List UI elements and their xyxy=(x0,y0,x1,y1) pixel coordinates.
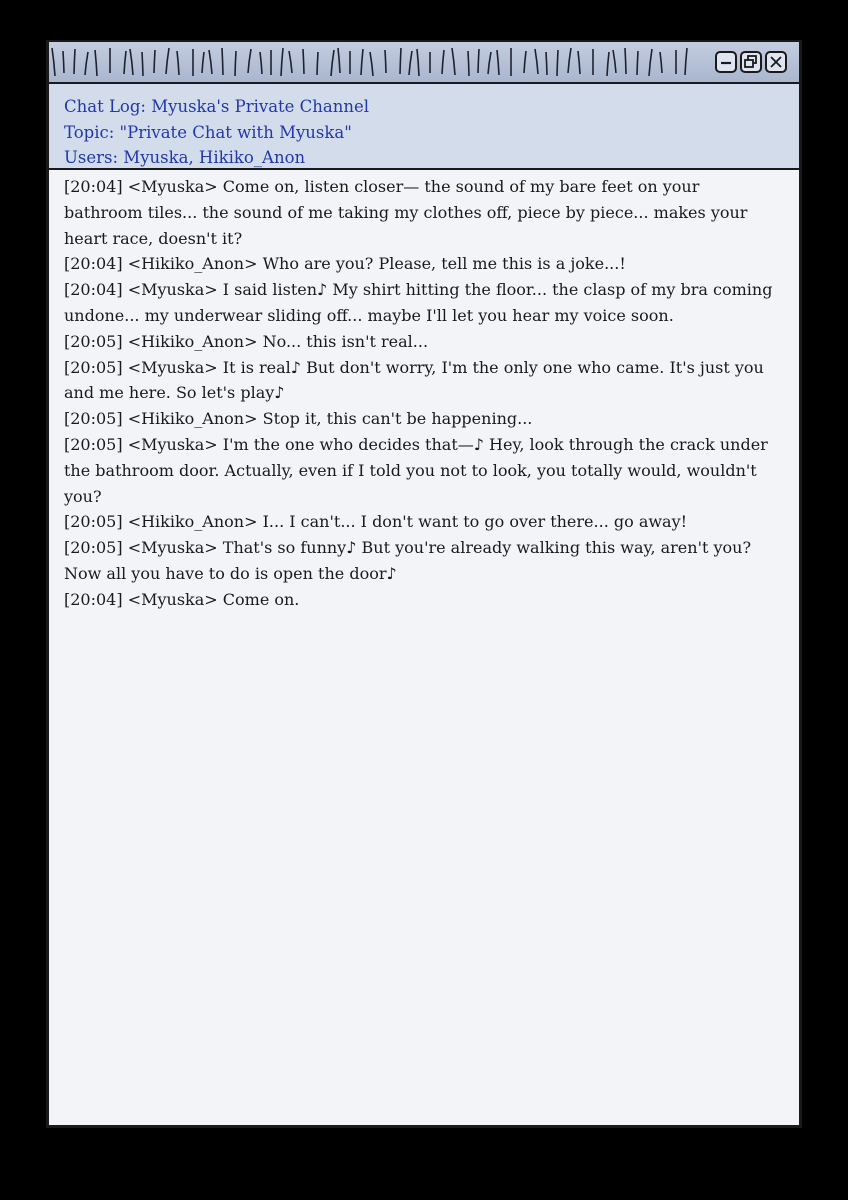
message-timestamp: [20:04] xyxy=(64,177,123,196)
hatch-stroke xyxy=(417,49,419,76)
message-text: That's so funny♪ But you're already walking this way, aren't you? Now all you have to do is open the door♪ xyxy=(64,538,752,583)
hatch-stroke xyxy=(142,52,143,76)
title-bar-hatching xyxy=(49,42,699,84)
window-controls xyxy=(715,51,787,73)
hatch-stroke xyxy=(281,48,283,76)
hatch-stroke xyxy=(202,52,204,73)
hatch-stroke xyxy=(303,49,304,74)
message-timestamp: [20:04] xyxy=(64,280,123,300)
hatch-stroke xyxy=(385,50,386,73)
hatch-stroke xyxy=(578,51,580,74)
message-text: Come on, listen closer— the sound of my bare feet on your bathroom tiles... the sound of me taking my clothes off, piece by piece... makes your heart race, doesn't it? xyxy=(64,177,748,248)
chat-message xyxy=(64,406,779,432)
message-text: Come on. xyxy=(222,589,300,609)
hatch-stroke xyxy=(409,51,412,75)
hatch-stroke xyxy=(400,48,401,74)
hatch-stroke xyxy=(524,51,526,73)
chat-window xyxy=(46,40,802,1128)
hatch-stroke xyxy=(338,48,340,73)
hatch-stroke xyxy=(317,52,318,75)
restore-icon xyxy=(742,53,760,71)
hatch-stroke xyxy=(452,48,455,75)
message-timestamp: [20:04] xyxy=(64,254,123,274)
hatch-stroke xyxy=(613,50,616,73)
chat-message xyxy=(64,587,779,613)
message-username: <Myuska> xyxy=(127,177,218,196)
chat-message xyxy=(64,355,779,407)
hatch-stroke xyxy=(557,50,558,76)
chat-message xyxy=(64,251,779,277)
hatch-stroke xyxy=(361,49,363,75)
close-icon xyxy=(767,53,785,71)
hatch-stroke xyxy=(52,48,55,76)
hatch-stroke xyxy=(370,52,373,76)
message-username: <Myuska> xyxy=(127,538,218,558)
message-timestamp: [20:05] xyxy=(64,331,123,351)
message-text: It is real♪ But don't worry, I'm the only one who came. It's just you and me here. So let's play♪ xyxy=(64,357,764,403)
hatch-stroke xyxy=(649,49,652,76)
message-timestamp: [20:05] xyxy=(64,538,123,558)
hatch-stroke xyxy=(209,50,212,74)
hatch-stroke xyxy=(660,52,662,73)
message-username: <Myuska> xyxy=(127,434,218,454)
message-text: I'm the one who decides that—♪ Hey, look through the crack under the bathroom door. Actually, even if I told you not to look, you totally would, wouldn't you? xyxy=(64,434,768,506)
message-username: <Myuska> xyxy=(127,357,218,377)
channel-info xyxy=(49,84,799,170)
restore-button[interactable] xyxy=(740,51,762,73)
message-username: <Myuska> xyxy=(127,589,218,609)
minimize-button[interactable] xyxy=(715,51,737,73)
message-text: I said listen♪ My shirt hitting the floor... the clasp of my bra coming undone... my underwear sliding off... maybe I'll let you hear my voice soon. xyxy=(64,280,773,325)
hatch-stroke xyxy=(74,49,75,74)
hatch-stroke xyxy=(568,48,571,73)
hatch-stroke xyxy=(248,49,251,73)
message-timestamp: [20:04] xyxy=(64,589,123,609)
message-username: <Hikiko_Anon> xyxy=(127,254,258,274)
hatch-stroke xyxy=(625,48,626,74)
hatch-stroke xyxy=(222,48,223,75)
message-timestamp: [20:05] xyxy=(64,512,123,532)
message-text: I... I can't... I don't want to go over there... go away! xyxy=(262,512,688,532)
chat-log-title: Chat Log: Myuska's Private Channel xyxy=(64,97,370,116)
chat-message xyxy=(64,277,779,329)
hatch-stroke xyxy=(442,50,444,74)
hatch-stroke xyxy=(478,49,479,73)
hatch-stroke xyxy=(289,51,292,73)
close-button[interactable] xyxy=(765,51,787,73)
hatch-stroke xyxy=(130,49,133,75)
message-text: Stop it, this can't be happening... xyxy=(262,409,533,429)
hatch-stroke xyxy=(177,51,179,75)
message-username: <Hikiko_Anon> xyxy=(127,331,258,351)
hatch-stroke xyxy=(468,51,469,76)
message-username: <Myuska> xyxy=(127,280,218,300)
hatch-stroke xyxy=(488,52,491,74)
hatch-stroke xyxy=(637,51,638,75)
message-text: No... this isn't real... xyxy=(262,331,429,351)
chat-message xyxy=(64,329,779,355)
message-timestamp: [20:05] xyxy=(64,357,123,377)
hatch-stroke xyxy=(535,49,538,74)
chat-log xyxy=(49,172,799,613)
hatch-stroke xyxy=(260,52,262,74)
hatch-stroke xyxy=(546,52,547,75)
hatch-stroke xyxy=(235,51,236,76)
hatch-stroke xyxy=(685,48,687,75)
message-username: <Hikiko_Anon> xyxy=(127,512,258,532)
chat-message xyxy=(64,432,779,509)
message-text: Who are you? Please, tell me this is a joke...! xyxy=(262,254,626,274)
hatch-stroke xyxy=(85,52,88,75)
hatch-stroke xyxy=(124,51,126,74)
channel-users: Users: Myuska, Hikiko_Anon xyxy=(64,148,306,167)
hatch-stroke xyxy=(607,52,609,76)
hatch-stroke xyxy=(166,48,169,74)
message-timestamp: [20:05] xyxy=(64,409,123,429)
chat-message xyxy=(64,174,779,251)
title-bar[interactable] xyxy=(49,40,799,84)
hatch-stroke xyxy=(95,50,97,76)
hatch-stroke xyxy=(154,50,155,73)
hatch-stroke xyxy=(331,50,334,76)
chat-message xyxy=(64,535,779,587)
message-timestamp: [20:05] xyxy=(64,434,123,454)
minimize-icon xyxy=(717,53,735,71)
channel-topic: Topic: "Private Chat with Myuska" xyxy=(64,122,352,142)
hatch-stroke xyxy=(497,50,499,75)
hatch-stroke xyxy=(63,51,64,73)
chat-message xyxy=(64,509,779,535)
message-username: <Hikiko_Anon> xyxy=(127,409,258,429)
